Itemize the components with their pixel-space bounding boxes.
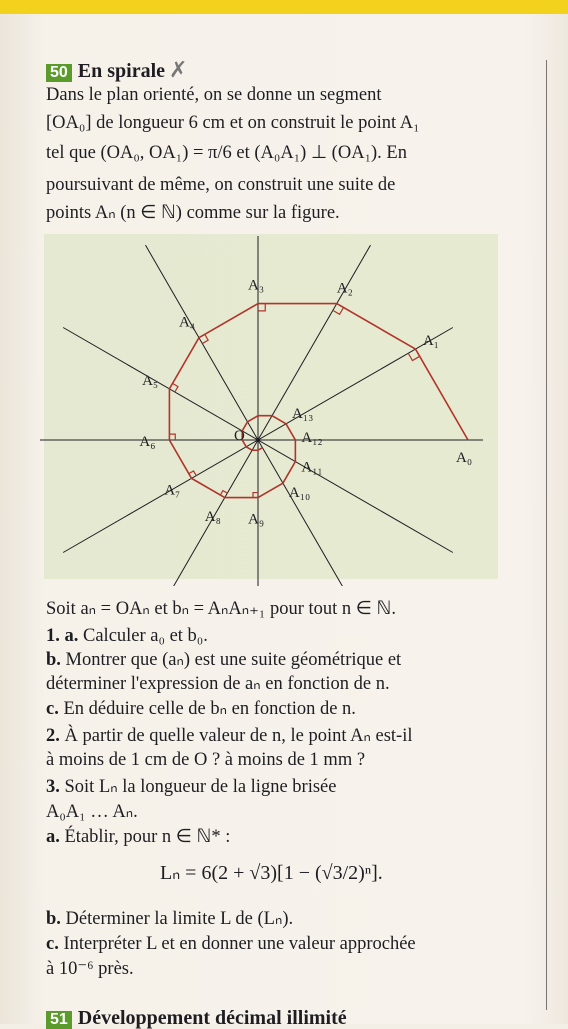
q3a-text: Établir, pour n ∈ ℕ* : bbox=[64, 827, 231, 847]
q1a-text: Calculer a₀ et b₀. bbox=[83, 626, 208, 646]
point-label: A₁₁ bbox=[301, 459, 323, 476]
exercise-number: 50 bbox=[46, 64, 72, 82]
point-label: A₃ bbox=[248, 277, 265, 294]
q1c-text: En déduire celle de bₙ en fonction de n. bbox=[63, 699, 356, 719]
q3-text-1: Soit Lₙ la longueur de la ligne brisée bbox=[64, 777, 337, 797]
question-1b bbox=[46, 651, 401, 670]
q3b-text: Déterminer la limite L de (Lₙ). bbox=[65, 909, 294, 929]
q3a-number: a. bbox=[46, 827, 60, 847]
point-label: A₄ bbox=[178, 314, 195, 331]
q3-text-2: A₀A₁ … Aₙ. bbox=[46, 802, 138, 822]
question-2 bbox=[46, 727, 412, 746]
intro-line-3: tel que (OA₀, OA₁) = π/6 et (A₀A₁) ⊥ (OA₁). En bbox=[46, 143, 407, 163]
next-exercise-title: Développement décimal illimité bbox=[77, 1007, 347, 1029]
q3b-number: b. bbox=[46, 909, 61, 929]
point-label: A₈ bbox=[204, 508, 221, 525]
point-labels bbox=[139, 278, 472, 528]
q1a-number: 1. a. bbox=[46, 626, 79, 646]
right-angle-mark bbox=[169, 434, 175, 440]
intro-line-1: Dans le plan orienté, on se donne un segment bbox=[46, 85, 382, 105]
q1c-number: c. bbox=[46, 699, 59, 719]
spiral-figure bbox=[40, 236, 510, 586]
point-label: A₁₂ bbox=[301, 430, 323, 446]
point-label: A₀ bbox=[456, 450, 473, 466]
question-3c bbox=[46, 935, 416, 954]
intro-line-5: points Aₙ (n ∈ ℕ) comme sur la figure. bbox=[46, 203, 340, 223]
handwritten-mark: ✗ bbox=[169, 58, 188, 83]
length-formula: Lₙ = 6(2 + √3)[1 − (√3/2)ⁿ]. bbox=[160, 862, 383, 884]
q2-text-2: à moins de 1 cm de O ? à moins de 1 mm ? bbox=[46, 750, 366, 770]
column-divider bbox=[546, 60, 547, 1010]
point-label: A₁₃ bbox=[292, 405, 314, 422]
point-label: A₁₀ bbox=[288, 485, 311, 502]
q2-number: 2. bbox=[46, 726, 60, 746]
center-label: O bbox=[234, 428, 245, 444]
next-exercise-number: 51 bbox=[46, 1011, 72, 1029]
q1b-text-2: déterminer l'expression de aₙ en fonction de n. bbox=[46, 674, 390, 694]
question-1a bbox=[46, 627, 208, 646]
intro-line-2: [OA₀] de longueur 6 cm et on construit le point A₁ bbox=[46, 113, 420, 133]
q1b-number: b. bbox=[46, 650, 61, 670]
right-angle-mark bbox=[258, 304, 265, 311]
top-yellow-band bbox=[0, 0, 568, 14]
question-3b bbox=[46, 910, 293, 929]
question-3a bbox=[46, 828, 230, 847]
question-3 bbox=[46, 778, 336, 797]
next-exercise-header bbox=[46, 1008, 347, 1029]
point-label: A₂ bbox=[336, 280, 353, 297]
q3c-number: c. bbox=[46, 934, 59, 954]
q1b-text-1: Montrer que (aₙ) est une suite géométrique et bbox=[65, 650, 402, 670]
questions-intro: Soit aₙ = OAₙ et bₙ = AₙAₙ₊₁ pour tout n ∈ ℕ. bbox=[46, 599, 396, 619]
point-label: A₁ bbox=[422, 333, 439, 350]
point-label: A₇ bbox=[164, 482, 181, 499]
q3c-text-2: à 10⁻⁶ près. bbox=[46, 959, 134, 979]
point-label: A₅ bbox=[142, 372, 159, 389]
q3c-text-1: Interpréter L et en donner une valeur approchée bbox=[63, 934, 416, 954]
question-1c bbox=[46, 700, 356, 719]
exercise-title: En spirale bbox=[77, 60, 166, 82]
intro-line-4: poursuivant de même, on construit une suite de bbox=[46, 175, 396, 195]
exercise-header bbox=[46, 60, 187, 82]
q3-number: 3. bbox=[46, 777, 60, 797]
q2-text-1: À partir de quelle valeur de n, le point Aₙ est-il bbox=[64, 726, 413, 746]
point-label: A₆ bbox=[139, 434, 156, 450]
point-label: A₉ bbox=[248, 511, 265, 528]
